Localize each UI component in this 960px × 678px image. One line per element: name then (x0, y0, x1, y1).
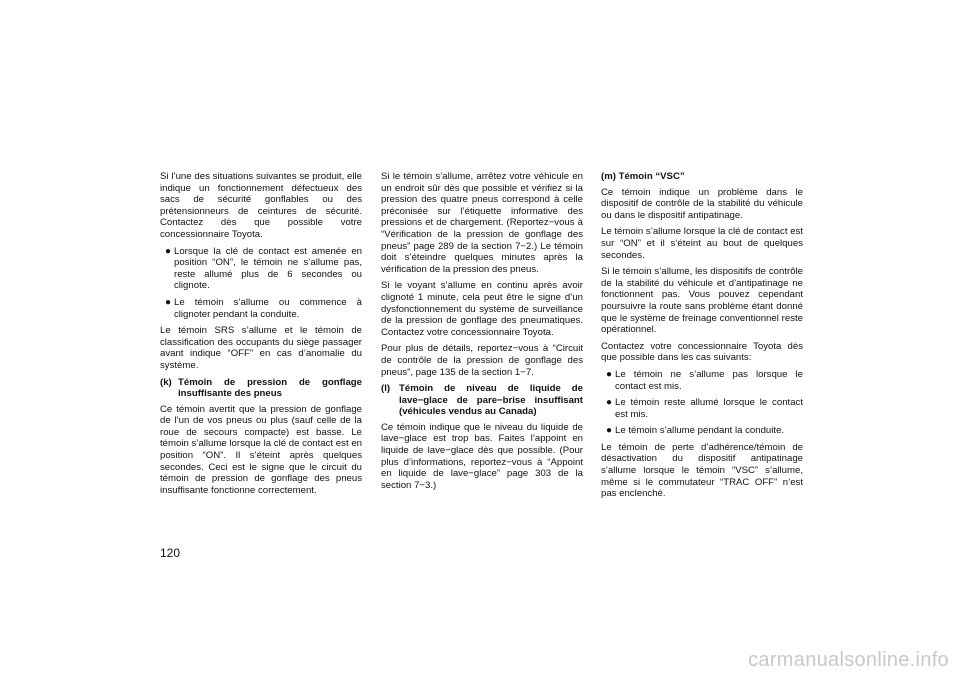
bullet-item (165, 297, 362, 320)
paragraph-vsc-ignition: Le témoin s’allume lorsque la clé de contact est sur “ON” et il s’éteint au bout de quelques secondes. (601, 226, 803, 261)
bullet-icon: ● (606, 397, 613, 409)
section-title: Témoin de pression de gonflage insuffisante des pneus (178, 376, 362, 400)
paragraph-traction-indicator: Le témoin de perte d’adhérence/témoin de désactivation du dispositif antipatinage s’allume lorsque le témoin “VSC” s’allume, même si le commutateur “TRAC OFF” n’est pas enclenché. (601, 441, 803, 500)
section-heading-m: (m) Témoin “VSC” (601, 171, 685, 182)
paragraph-tire-pressure: Ce témoin avertit que la pression de gonflage de l’un de vos pneus ou plus (sauf celle de la roue de secours compacte) est basse. Le témoin s’allume lorsque la clé de contact est en position “ON”. Il s’éteint après quelques secondes. Ceci est le signe que le circuit du témoin de pression de gonflage des pneus insuffisante fonctionne correctement. (160, 403, 362, 496)
bullet-icon: ● (165, 245, 172, 257)
bullet-item (606, 397, 803, 420)
paragraph-srs-classification: Le témoin SRS s’allume et le témoin de classification des occupants du siège passager avant indique “OFF” en cas d’anomalie du système. (160, 325, 362, 371)
paragraph-vsc-failure: Si le témoin s’allume, les dispositifs de contrôle de la stabilité du véhicule et d’antipatinage ne fonctionnent pas. Vous pouvez cependant poursuivre la route sans problème étant donné que le système de freinage conventionnel reste opérationnel. (601, 266, 803, 336)
bullet-text: Le témoin s’allume ou commence à clignoter pendant la conduite. (174, 296, 362, 320)
column-middle (381, 171, 583, 496)
bullet-text: Le témoin ne s’allume pas lorsque le contact est mis. (615, 368, 803, 392)
section-key: (l) (381, 383, 391, 395)
section-title: Témoin de niveau de liquide de lave−glace de pare−brise insuffisant (véhicules vendus au Canada) (399, 383, 583, 418)
paragraph-washer-fluid: Ce témoin indique que le niveau du liquide de lave−glace est trop bas. Faites l’appoint en liquide de lave−glace dès que possible. (Pour plus d’informations, reportez−vous à “Appoint en liquide de lave−glace” page 303 de la section 7−3.) (381, 421, 583, 491)
column-right (601, 171, 803, 505)
bullet-item (165, 246, 362, 292)
section-heading-k (160, 377, 362, 400)
section-heading-l (381, 383, 583, 418)
page-number: 120 (160, 546, 181, 560)
bullet-icon: ● (606, 368, 613, 380)
paragraph-tire-check: Si le témoin s’allume, arrêtez votre véhicule en un endroit sûr dès que possible et vérifiez si la pression des quatre pneus correspond à celle préconisée sur l’étiquette informative des pressions et de chargement. (Reportez−vous à “Vérification de la pression de gonflage des pneus” page 289 de la section 7−2.) Le témoin doit s’éteindre quelques minutes après la vérification de la pression des pneus. (381, 171, 583, 275)
paragraph-srs-intro: Si l’une des situations suivantes se produit, elle indique un fonctionnement défectueux des sacs de sécurité gonflables ou des prétensionneurs de ceintures de sécurité. Contactez dès que possible votre concessionnaire Toyota. (160, 171, 362, 240)
paragraph-vsc-contact: Contactez votre concessionnaire Toyota dès que possible dans les cas suivants: (601, 340, 803, 364)
section-key: (k) (160, 376, 172, 388)
bullet-item (606, 425, 803, 437)
bullet-text: Le témoin reste allumé lorsque le contact est mis. (615, 397, 803, 420)
paragraph-vsc-intro: Ce témoin indique un problème dans le dispositif de contrôle de la stabilité du véhicule ou dans le dispositif antipatinage. (601, 186, 803, 221)
column-left (160, 171, 362, 501)
bullet-text: Le témoin s’allume pendant la conduite. (615, 425, 785, 437)
paragraph-tire-malfunction: Si le voyant s’allume en continu après avoir clignoté 1 minute, cela peut être le signe d’un dysfonctionnement du système de surveillance de la pression de gonflage des pneumatiques. Contactez votre concessionnaire Toyota. (381, 280, 583, 338)
bullet-icon: ● (606, 425, 613, 437)
bullet-text: Lorsque la clé de contact est amenée en position “ON”, le témoin ne s’allume pas, reste allumé plus de 6 secondes ou clignote. (174, 245, 362, 292)
bullet-item (606, 369, 803, 392)
bullet-icon: ● (165, 296, 172, 308)
watermark: carmanualsonline.info (748, 649, 949, 671)
paragraph-tire-reference: Pour plus de détails, reportez−vous à “Circuit de contrôle de la pression de gonflage des pneus”, page 135 de la section 1−7. (381, 343, 583, 378)
